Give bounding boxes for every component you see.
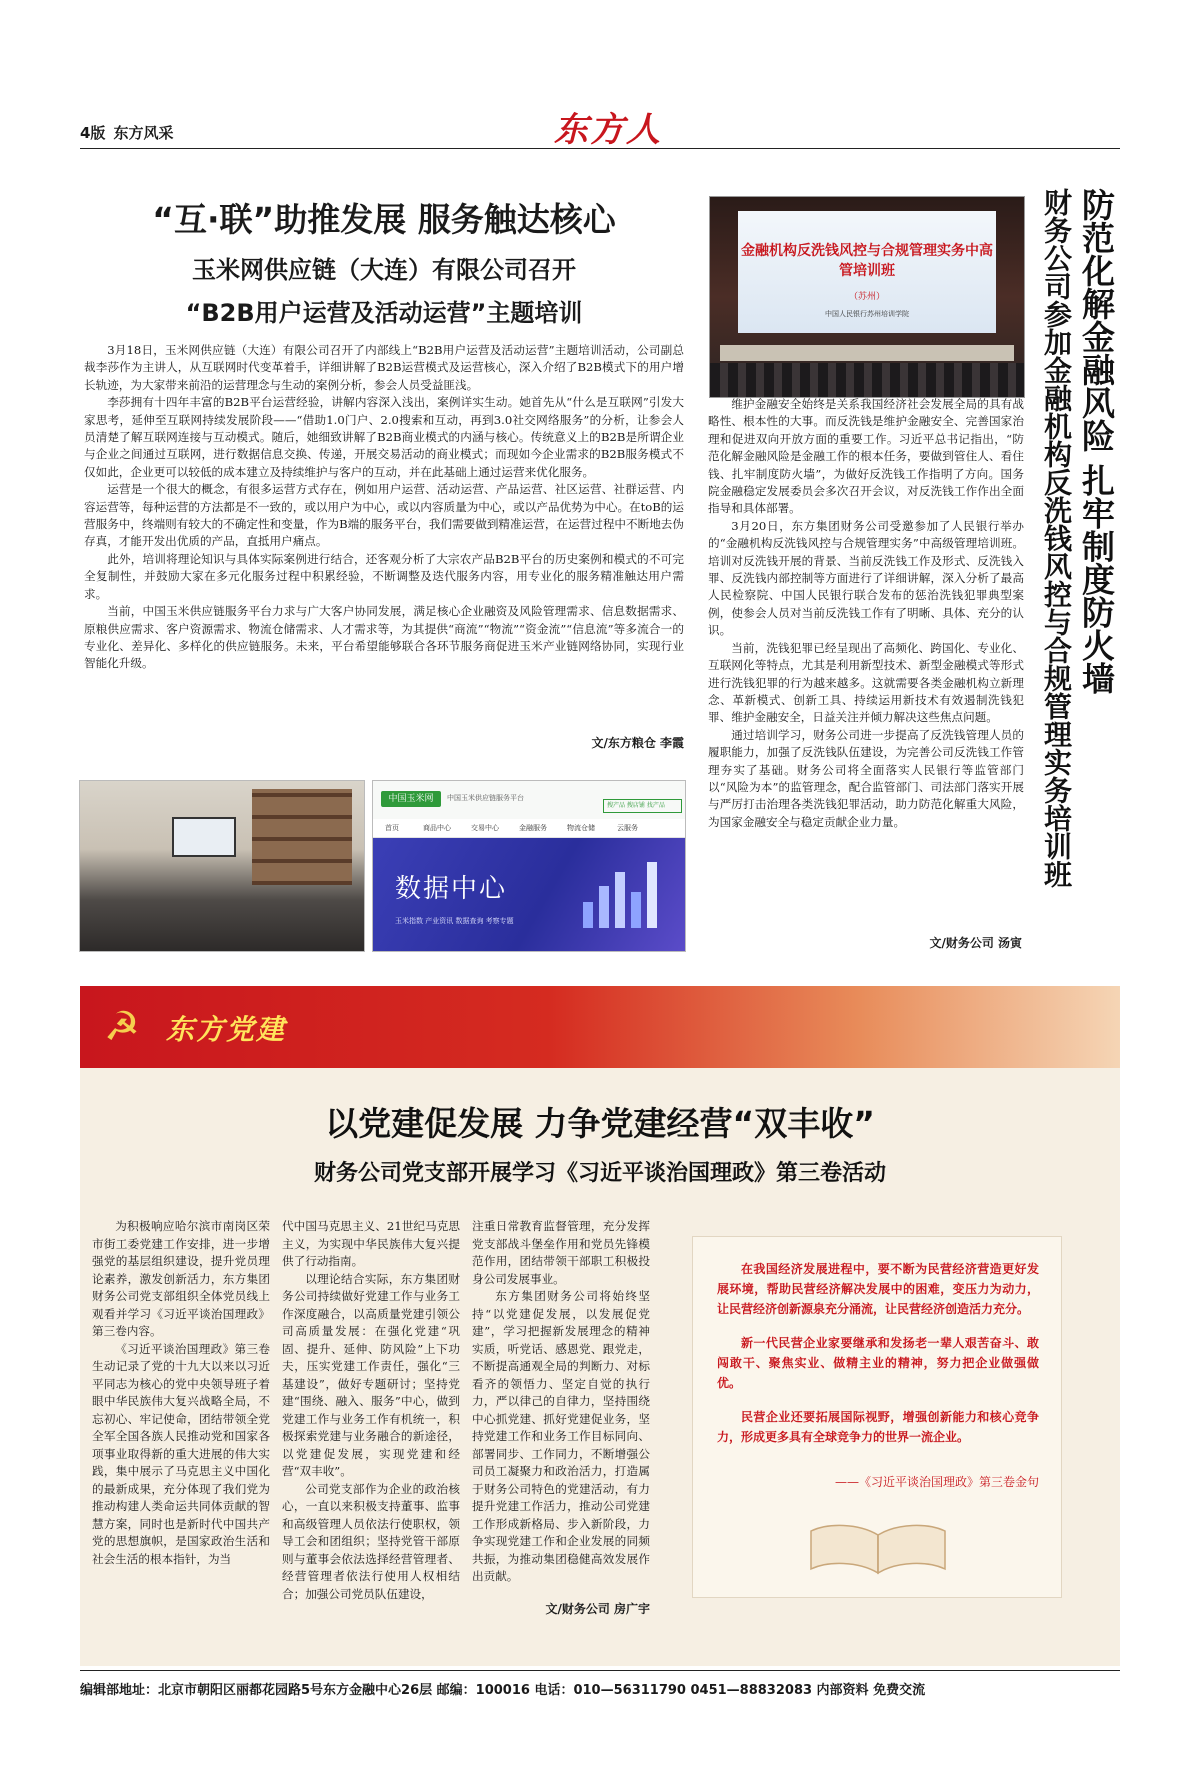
presentation-screen-illustration (172, 817, 236, 857)
quote-text (717, 1259, 1039, 1461)
page-number: 4版 (80, 124, 106, 142)
article1-paragraph: 3月18日，玉米网供应链（大连）有限公司召开了内部线上“B2B用户运营及活动运营”主题培训活动，公司副总裁李莎作为主讲人，从互联网时代变革着手，详细讲解了B2B运营模式及运营核心，深入介绍了B2B模式下的用户增长轨迹，为大家带来前沿的运营理念与生动的案例分析，参会人员受益匪浅。 (84, 343, 684, 392)
screen-subtitle: （苏州） (848, 292, 885, 302)
training-class-photo (709, 196, 1025, 398)
audience-illustration (710, 363, 1024, 397)
article2-paragraph: 当前，洗钱犯罪已经呈现出了高频化、跨国化、专业化、互联网化等特点，尤其是利用新型技术、新型金融模式等形式进行洗钱犯罪的行为越来越多。这就需要各类金融机构立新理念、革新模式、创新工具、持续运用新技术有效遏制洗钱犯罪、维护金融安全，日益关注并倾力解决这些焦点问题。 (708, 640, 1024, 725)
party-section-label: 东方党建 (166, 1013, 287, 1046)
article1-paragraph: 当前，中国玉米供应链服务平台力求与广大客户协同发展，满足核心企业融资及风险管理需求、信息数据需求、原粮供应需求、客户资源需求、物流仓储需求、人才需求等，为其提供“商流”“物流”“资金流”“信息流”等多流合一的专业化、差异化、多样化的供应链服务。未来，平台希望能够联合各环节服务商促进玉米产业链网络协同，实现行业智能化升级。 (84, 604, 684, 671)
party-paragraph: 为积极响应哈尔滨市南岗区荣市街工委党建工作安排，进一步增强党的基层组织建设，提升党员理论素养，激发创新活力，东方集团财务公司党支部组织全体党员线上观看并学习《习近平谈治国理政》第三卷内容。 (92, 1219, 270, 1338)
banner-tags: 玉米指数 产业资讯 数据查询 考察专题 (395, 917, 514, 925)
screenshot-nav-item: 金融服务 (519, 824, 547, 832)
party-building-section (80, 986, 1120, 1666)
article2-paragraph: 维护金融安全始终是关系我国经济社会发展全局的具有战略性、根本性的大事。而反洗钱是维护金融安全、完善国家治理和促进双向开放方面的重要工作。习近平总书记指出，“防范化解金融风险是金融工作的根本任务，要做到管住人、看住钱、扎牢制度防火墙”，为做好反洗钱工作指明了方向。国务院金融稳定发展委员会多次召开会议，对反洗钱工作作出全面指导和具体部署。 (708, 397, 1024, 516)
article1-body (84, 342, 684, 673)
screenshot-nav-item: 商品中心 (423, 824, 451, 832)
data-center-banner (373, 838, 685, 951)
party-column-2 (282, 1218, 460, 1603)
party-emblem-icon: ☭ (104, 1004, 140, 1050)
screenshot-search-tabs: 搜产品 搜店铺 找产品 (603, 799, 682, 813)
podium-table-illustration (720, 345, 1014, 361)
screenshot-nav-item: 交易中心 (471, 824, 499, 832)
screenshot-topbar (373, 781, 685, 820)
quote-source: ——《习近平谈治国理政》第三卷金句 (834, 1475, 1039, 1489)
article1-subtitle-2: “B2B用户运营及活动运营”主题培训 (185, 299, 583, 327)
open-book-icon (803, 1517, 953, 1577)
corn-platform-screenshot (372, 780, 686, 952)
page-label (80, 122, 173, 143)
party-column-3 (472, 1218, 650, 1586)
bookshelf-illustration (252, 789, 352, 885)
party-paragraph: 以理论结合实际，东方集团财务公司持续做好党建工作与业务工作深度融合，以高质量党建引领公司高质量发展：在强化党建“巩固、提升、延伸、防风险”上下功夫，压实党建工作责任，强化“三基建设”，做好专题研讨；坚持党建“围绕、融入、服务”中心，做到党建工作与业务工作有机统一，积极探索党建与业务融合的新途径，以党建促发展，实现党建和经营“双丰收”。 (282, 1271, 460, 1478)
screenshot-nav (373, 819, 685, 838)
banner-title: 数据中心 (395, 874, 508, 904)
screenshot-site-desc: 中国玉米供应链服务平台 (447, 794, 524, 802)
article2-byline: 文/财务公司 汤寅 (929, 936, 1022, 950)
article2-vertical-title (1038, 188, 1118, 928)
quote-paragraph: 在我国经济发展进程中，要不断为民营经济营造更好发展环境，帮助民营经济解决发展中的困难，变压力为动力，让民营经济创新源泉充分涌流，让民营经济创造活力充分。 (717, 1262, 1039, 1316)
article1-subtitle-1: 玉米网供应链（大连）有限公司召开 (192, 256, 576, 284)
screen-organizer: 中国人民银行苏州培训学院 (825, 310, 909, 318)
edition-name: 东方风采 (113, 124, 174, 142)
quote-box (692, 1236, 1062, 1598)
article2-paragraph: 3月20日，东方集团财务公司受邀参加了人民银行举办的“金融机构反洗钱风控与合规管理实务”中高级管理培训班。培训对反洗钱开展的背景、当前反洗钱工作及形式、反洗钱入罪、反洗钱内部控制等方面进行了详细讲解，深入分析了最高人民检察院、中国人民银行联合发布的惩治洗钱犯罪典型案例，使参会人员对当前反洗钱工作有了明晰、具体、充分的认识。 (708, 518, 1024, 638)
party-byline: 文/财务公司 房广宇 (545, 1602, 650, 1616)
quote-paragraph: 新一代民营企业家要继承和发扬老一辈人艰苦奋斗、敢闯敢干、聚焦实业、做精主业的精神，努力把企业做强做优。 (717, 1336, 1039, 1390)
party-paragraph: 注重日常教育监督管理，充分发挥党支部战斗堡垒作用和党员先锋模范作用，团结带领干部职工积极投身公司发展事业。 (472, 1219, 650, 1286)
masthead-text: 东方人 (554, 110, 662, 150)
article2-paragraph: 通过培训学习，财务公司进一步提高了反洗钱管理人员的履职能力，加强了反洗钱队伍建设，为完善公司反洗钱工作管理夯实了基础。财务公司将全面落实人民银行等监管部门以“风险为本”的监管理念，配合监管部门、司法部门落实开展与严厉打击治理各类洗钱犯罪活动，助力防范化解重大风险，为国家金融安全与稳定贡献企业力量。 (708, 727, 1024, 829)
training-banner-screen (738, 211, 996, 333)
article1-paragraph: 运营是一个很大的概念，有很多运营方式存在，例如用户运营、活动运营、产品运营、社区运营、社群运营、内容运营等，每种运营的方法都是不一致的，或以用户为中心，或以内容质量为中心，或以产品优势为中心。在toB的运营服务中，终端则有较大的不确定性和变量，作为B端的服务平台，我们需要做到精准运营，在运营过程中不断地去伪存真，才能开发出优质的产品，直抵用户痛点。 (84, 482, 684, 549)
article1-paragraph: 李莎拥有十四年丰富的B2B平台运营经验，讲解内容深入浅出，案例详实生动。她首先从“什么是互联网”引发大家思考，延伸至互联网持续发展阶段——“借助1.0门户、2.0搜索和互动，再到3.0社交网络服务”的分析，让参会人员清楚了解互联网连接与互动模式。随后，她细致讲解了B2B商业模式的内涵与核心。传统意义上的B2B是所谓企业与企业之间通过互联网，进行数据信息交换、传递，开展交易活动的商业模式；而现如今企业需求的B2B服务模式不仅如此，企业更可以较低的成本建立及持续维护与客户的互动，并在此基础上通过运营来优化服务。 (84, 395, 684, 479)
article1-title: “互·联”助推发展 服务触达核心 (152, 200, 616, 239)
screenshot-nav-item: 物流仓储 (567, 824, 595, 832)
party-paragraph: 东方集团财务公司将始终坚持“以党建促发展，以发展促党建”，学习把握新发展理念的精神实质，听党话、感恩党、跟党走，不断提高通观全局的判断力、对标看齐的领悟力、坚定自觉的执行力，严以律己的自律力，坚持围绕中心抓党建、抓好党建促业务，坚持党建工作和业务工作目标同向、部署同步、工作同力，不断增强公司员工凝聚力和政治活力，打造属于财务公司特色的党建活动，有力提升党建工作活力，推动公司党建工作形成新格局、步入新阶段，力争实现党建工作和企业发展的同频共振，为推动集团稳健高效发展作出贡献。 (472, 1289, 650, 1583)
article1-byline: 文/东方粮仓 李霞 (591, 736, 684, 750)
party-subtitle: 财务公司党支部开展学习《习近平谈治国理政》第三卷活动 (313, 1161, 886, 1186)
editorial-address: 编辑部地址：北京市朝阳区丽都花园路5号东方金融中心26层 邮编：100016 电话：010—56311790 0451—88832083 内部资料 免费交流 (80, 1683, 926, 1698)
article2-title-line2: 财务公司参加金融机构反洗钱风控与合规管理实务培训班 (1040, 188, 1073, 888)
corn-logo: 中国玉米网 (381, 791, 441, 807)
article2-title-line1: 防范化解金融风险 扎牢制度防火墙 (1077, 188, 1116, 695)
masthead-logo (548, 102, 668, 148)
screen-title: 金融机构反洗钱风控与合规管理实务中高管培训班 (741, 243, 993, 279)
quote-paragraph: 民营企业还要拓展国际视野，增强创新能力和核心竞争力，形成更多具有全球竞争力的世界一流企业。 (717, 1410, 1039, 1444)
party-paragraph: 公司党支部作为企业的政治核心，一直以来积极支持董事、监事和高级管理人员依法行使职权，领导工会和团组织；坚持党管干部原则与董事会依法选择经营管理者、经营管理者依法行使用人权相结合；加强公司党员队伍建设， (282, 1481, 460, 1601)
training-meeting-photo (79, 780, 365, 952)
article1-paragraph: 此外，培训将理论知识与具体实际案例进行结合，还客观分析了大宗农产品B2B平台的历史案例和模式的不可完全复制性，并鼓励大家在多元化服务过程中积累经验，不断调整及迭代服务内容，用专业化的服务精准触达用户需求。 (84, 551, 684, 601)
party-paragraph: 《习近平谈治国理政》第三卷生动记录了党的十九大以来以习近平同志为核心的党中央领导班子着眼中华民族伟大复兴战略全局，不忘初心、牢记使命，团结带领全党全军全国各族人民推动党和国家各项事业取得新的重大进展的伟大实践，集中展示了马克思主义中国化的最新成果，充分体现了我们党为推动构建人类命运共同体贡献的智慧方案，同时也是新时代中国共产党的思想旗帜，是国家政治生活和社会生活的根本指针，为当 (92, 1341, 270, 1566)
screenshot-nav-item: 首页 (385, 824, 399, 832)
bar-chart-illustration (573, 852, 663, 932)
page-header (80, 112, 1120, 149)
article2-body (708, 396, 1024, 831)
party-title: 以党建促发展 力争党建经营“双丰收” (325, 1104, 875, 1143)
party-paragraph: 代中国马克思主义、21世纪马克思主义，为实现中华民族伟大复兴提供了行动指南。 (282, 1219, 460, 1268)
screenshot-nav-item: 云服务 (617, 824, 638, 832)
party-header-band (80, 986, 1120, 1068)
party-column-1 (92, 1218, 270, 1568)
page-footer (80, 1670, 1120, 1701)
